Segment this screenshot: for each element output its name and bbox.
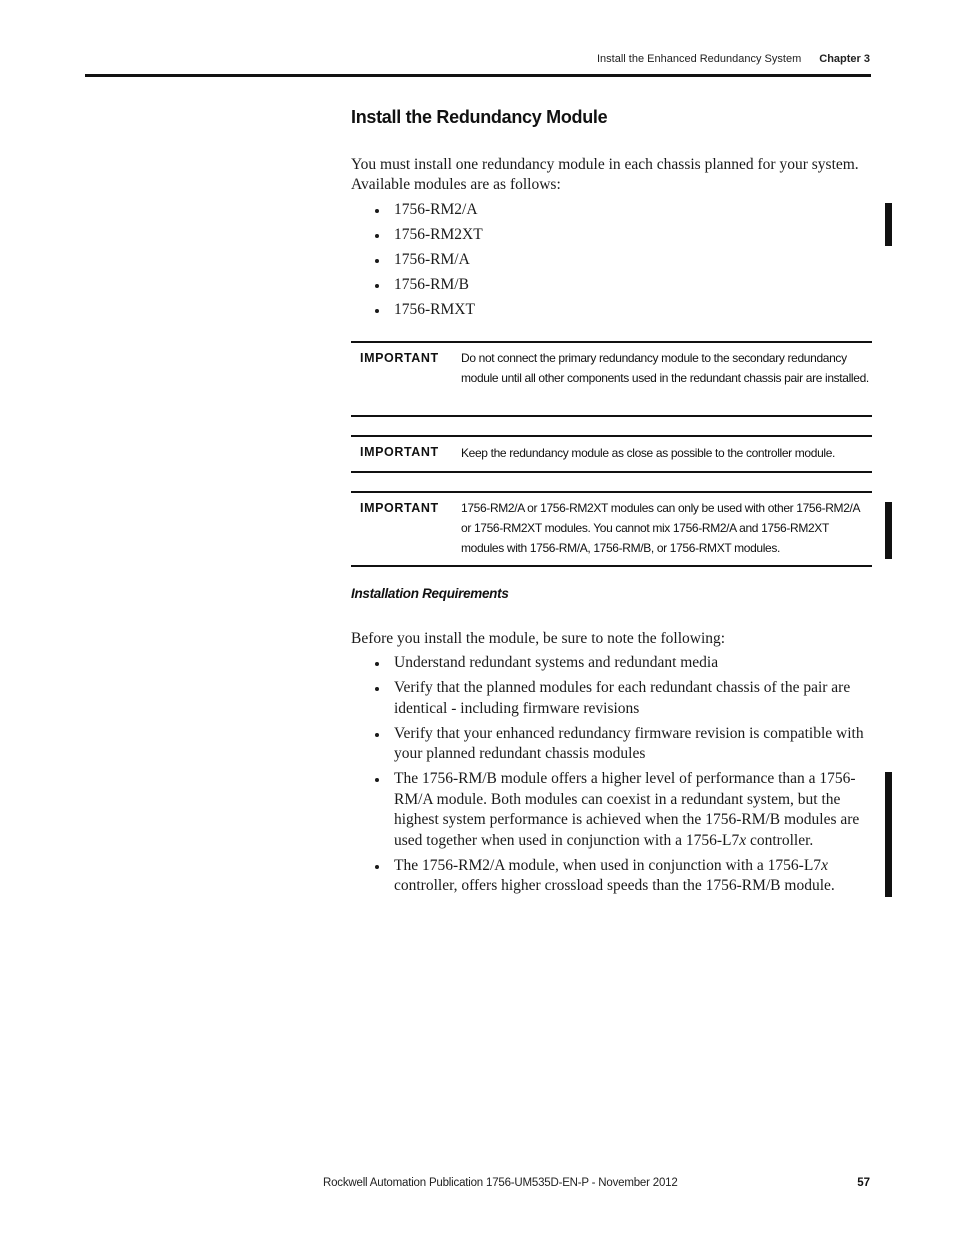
change-bar [885,203,892,246]
header-rule [85,74,871,77]
important-label: IMPORTANT [360,351,439,365]
important-text: Do not connect the primary redundancy module to the secondary redundancy module until all other components used in the redundant chassis pair are installed. [461,351,869,385]
important-note-3 [351,491,872,567]
list-item: 1756-RM/A [351,250,871,271]
requirements-intro: Before you install the module, be sure to note the following: [351,630,726,647]
important-text: 1756-RM2/A or 1756-RM2XT modules can only be used with other 1756-RM2/A or 1756-RM2XT modules. You cannot mix 1756-RM2/A and 1756-RM2XT modules with 1756-RM/A, 1756-RM/B, or 1756-RMXT modules. [461,501,860,555]
footer-publication: Rockwell Automation Publication 1756-UM535D-EN-P - November 2012 [323,1177,678,1189]
subsection-heading: Installation Requirements [351,586,509,601]
important-text: Keep the redundancy module as close as possible to the controller module. [461,446,836,460]
list-item: 1756-RM/B [351,275,871,296]
header-chapter: Chapter 3 [819,53,870,65]
intro-paragraph: You must install one redundancy module in each chassis planned for your system. Available modules are as follows: [351,156,859,193]
list-item: Verify that the planned modules for each redundant chassis of the pair are identical - including firmware revisions [351,678,871,719]
item-text: The 1756-RM2/A module, when used in conjunction with a 1756-L7 [394,856,822,874]
requirements-list [351,653,871,901]
important-label: IMPORTANT [360,501,439,515]
list-item [351,856,871,897]
change-bar [885,502,892,559]
running-header [597,53,870,65]
list-item [351,769,871,851]
list-item: Understand redundant systems and redundant media [351,653,871,674]
item-italic: x [739,831,747,849]
list-item: 1756-RMXT [351,300,871,321]
list-item: 1756-RM2XT [351,225,871,246]
important-note-1 [351,341,872,417]
module-list [351,200,871,325]
page-number: 57 [857,1177,870,1189]
change-bar [885,772,892,897]
section-title: Install the Redundancy Module [351,107,608,127]
list-item: 1756-RM2/A [351,200,871,221]
item-italic: x [821,856,828,874]
list-item: Verify that your enhanced redundancy firmware revision is compatible with your planned redundant chassis modules [351,724,871,765]
item-text: controller, offers higher crossload speeds than the 1756-RM/B module. [394,877,835,894]
item-text: controller. [746,831,814,849]
item-text: The 1756-RM/B module offers a higher level of performance than a 1756-RM/A module. Both modules can coexist in a redundant system, but the highest system performance is achieved when the 1756-RM/B modules are used together when used in conjunction with a 1756-L7 [394,770,860,849]
header-section-title: Install the Enhanced Redundancy System [597,53,802,65]
important-note-2 [351,435,872,473]
important-label: IMPORTANT [360,445,439,459]
